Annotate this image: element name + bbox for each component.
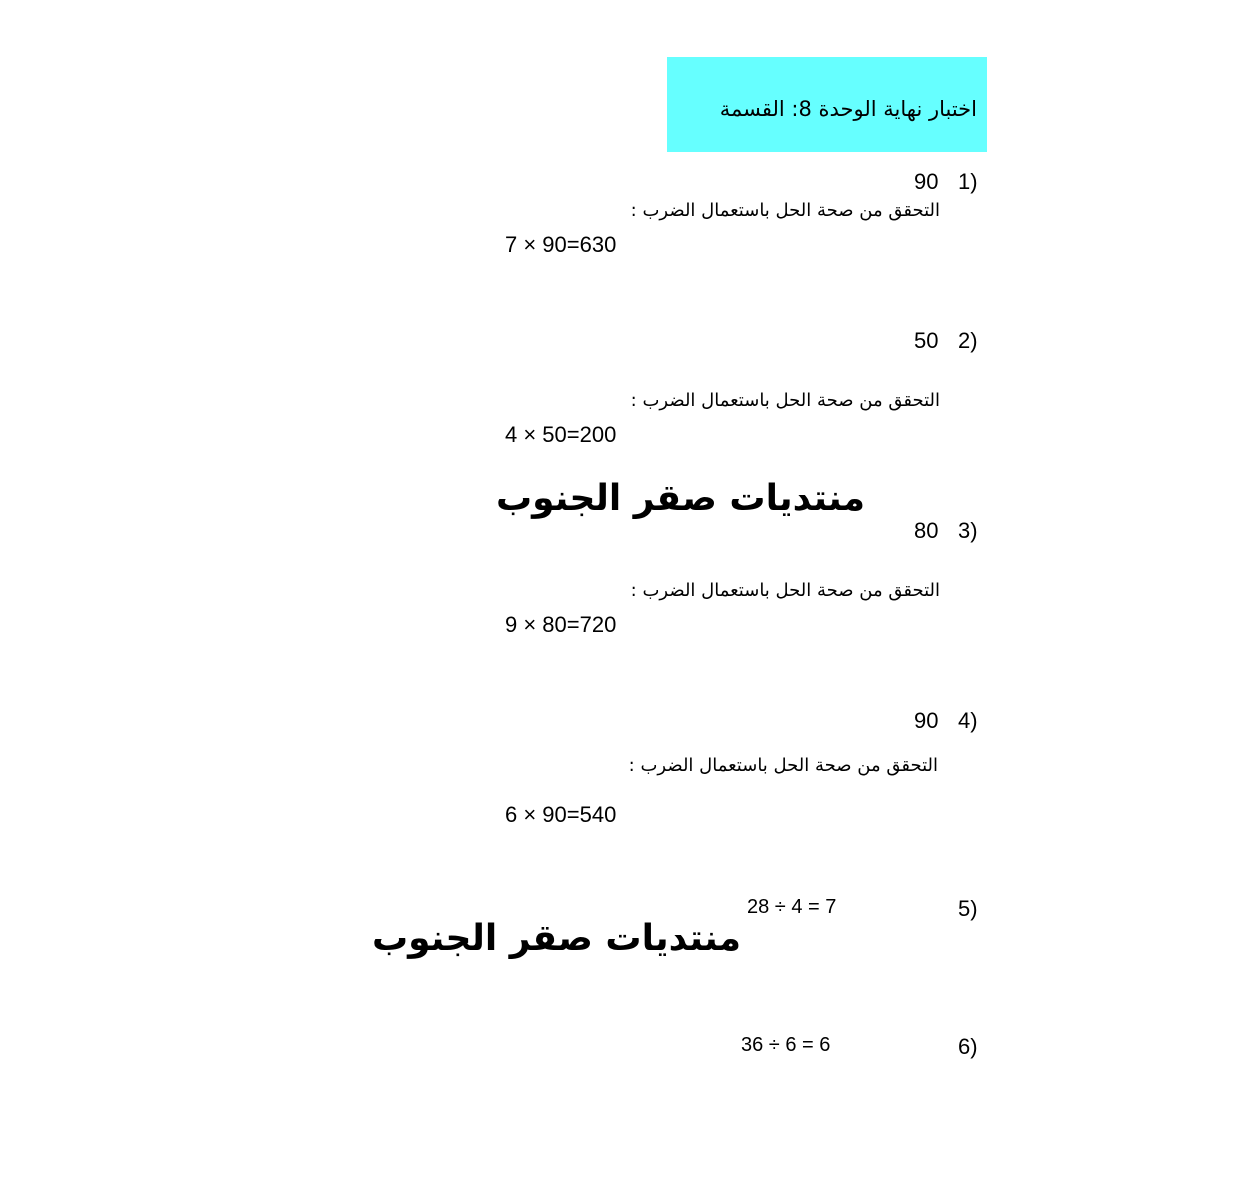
- question-number: 1): [958, 169, 978, 194]
- division-equation: 28 ÷ 4 = 7: [747, 896, 837, 918]
- question-answer: 90: [914, 708, 939, 733]
- verify-label: التحقق من صحة الحل باستعمال الضرب :: [630, 580, 940, 601]
- verify-label: التحقق من صحة الحل باستعمال الضرب :: [630, 390, 940, 411]
- verify-equation: 4 × 50=200: [505, 422, 617, 447]
- title-banner: [667, 57, 987, 152]
- question-number: 5): [958, 896, 978, 921]
- watermark-text: منتديات صقر الجنوب: [372, 918, 742, 959]
- verify-equation: 7 × 90=630: [505, 232, 617, 257]
- question-number: 3): [958, 518, 978, 543]
- page-title: اختبار نهاية الوحدة 8: القسمة: [719, 97, 977, 121]
- verify-equation: 9 × 80=720: [505, 612, 617, 637]
- question-answer: 90: [914, 169, 939, 194]
- watermark-text: منتديات صقر الجنوب: [496, 478, 866, 519]
- verify-equation: 6 × 90=540: [505, 802, 617, 827]
- question-number: 4): [958, 708, 978, 733]
- verify-label: التحقق من صحة الحل باستعمال الضرب :: [630, 200, 940, 221]
- division-equation: 36 ÷ 6 = 6: [741, 1034, 831, 1056]
- question-number: 2): [958, 328, 978, 353]
- question-number: 6): [958, 1034, 978, 1059]
- question-answer: 50: [914, 328, 939, 353]
- verify-label: التحقق من صحة الحل باستعمال الضرب :: [628, 755, 938, 776]
- question-answer: 80: [914, 518, 939, 543]
